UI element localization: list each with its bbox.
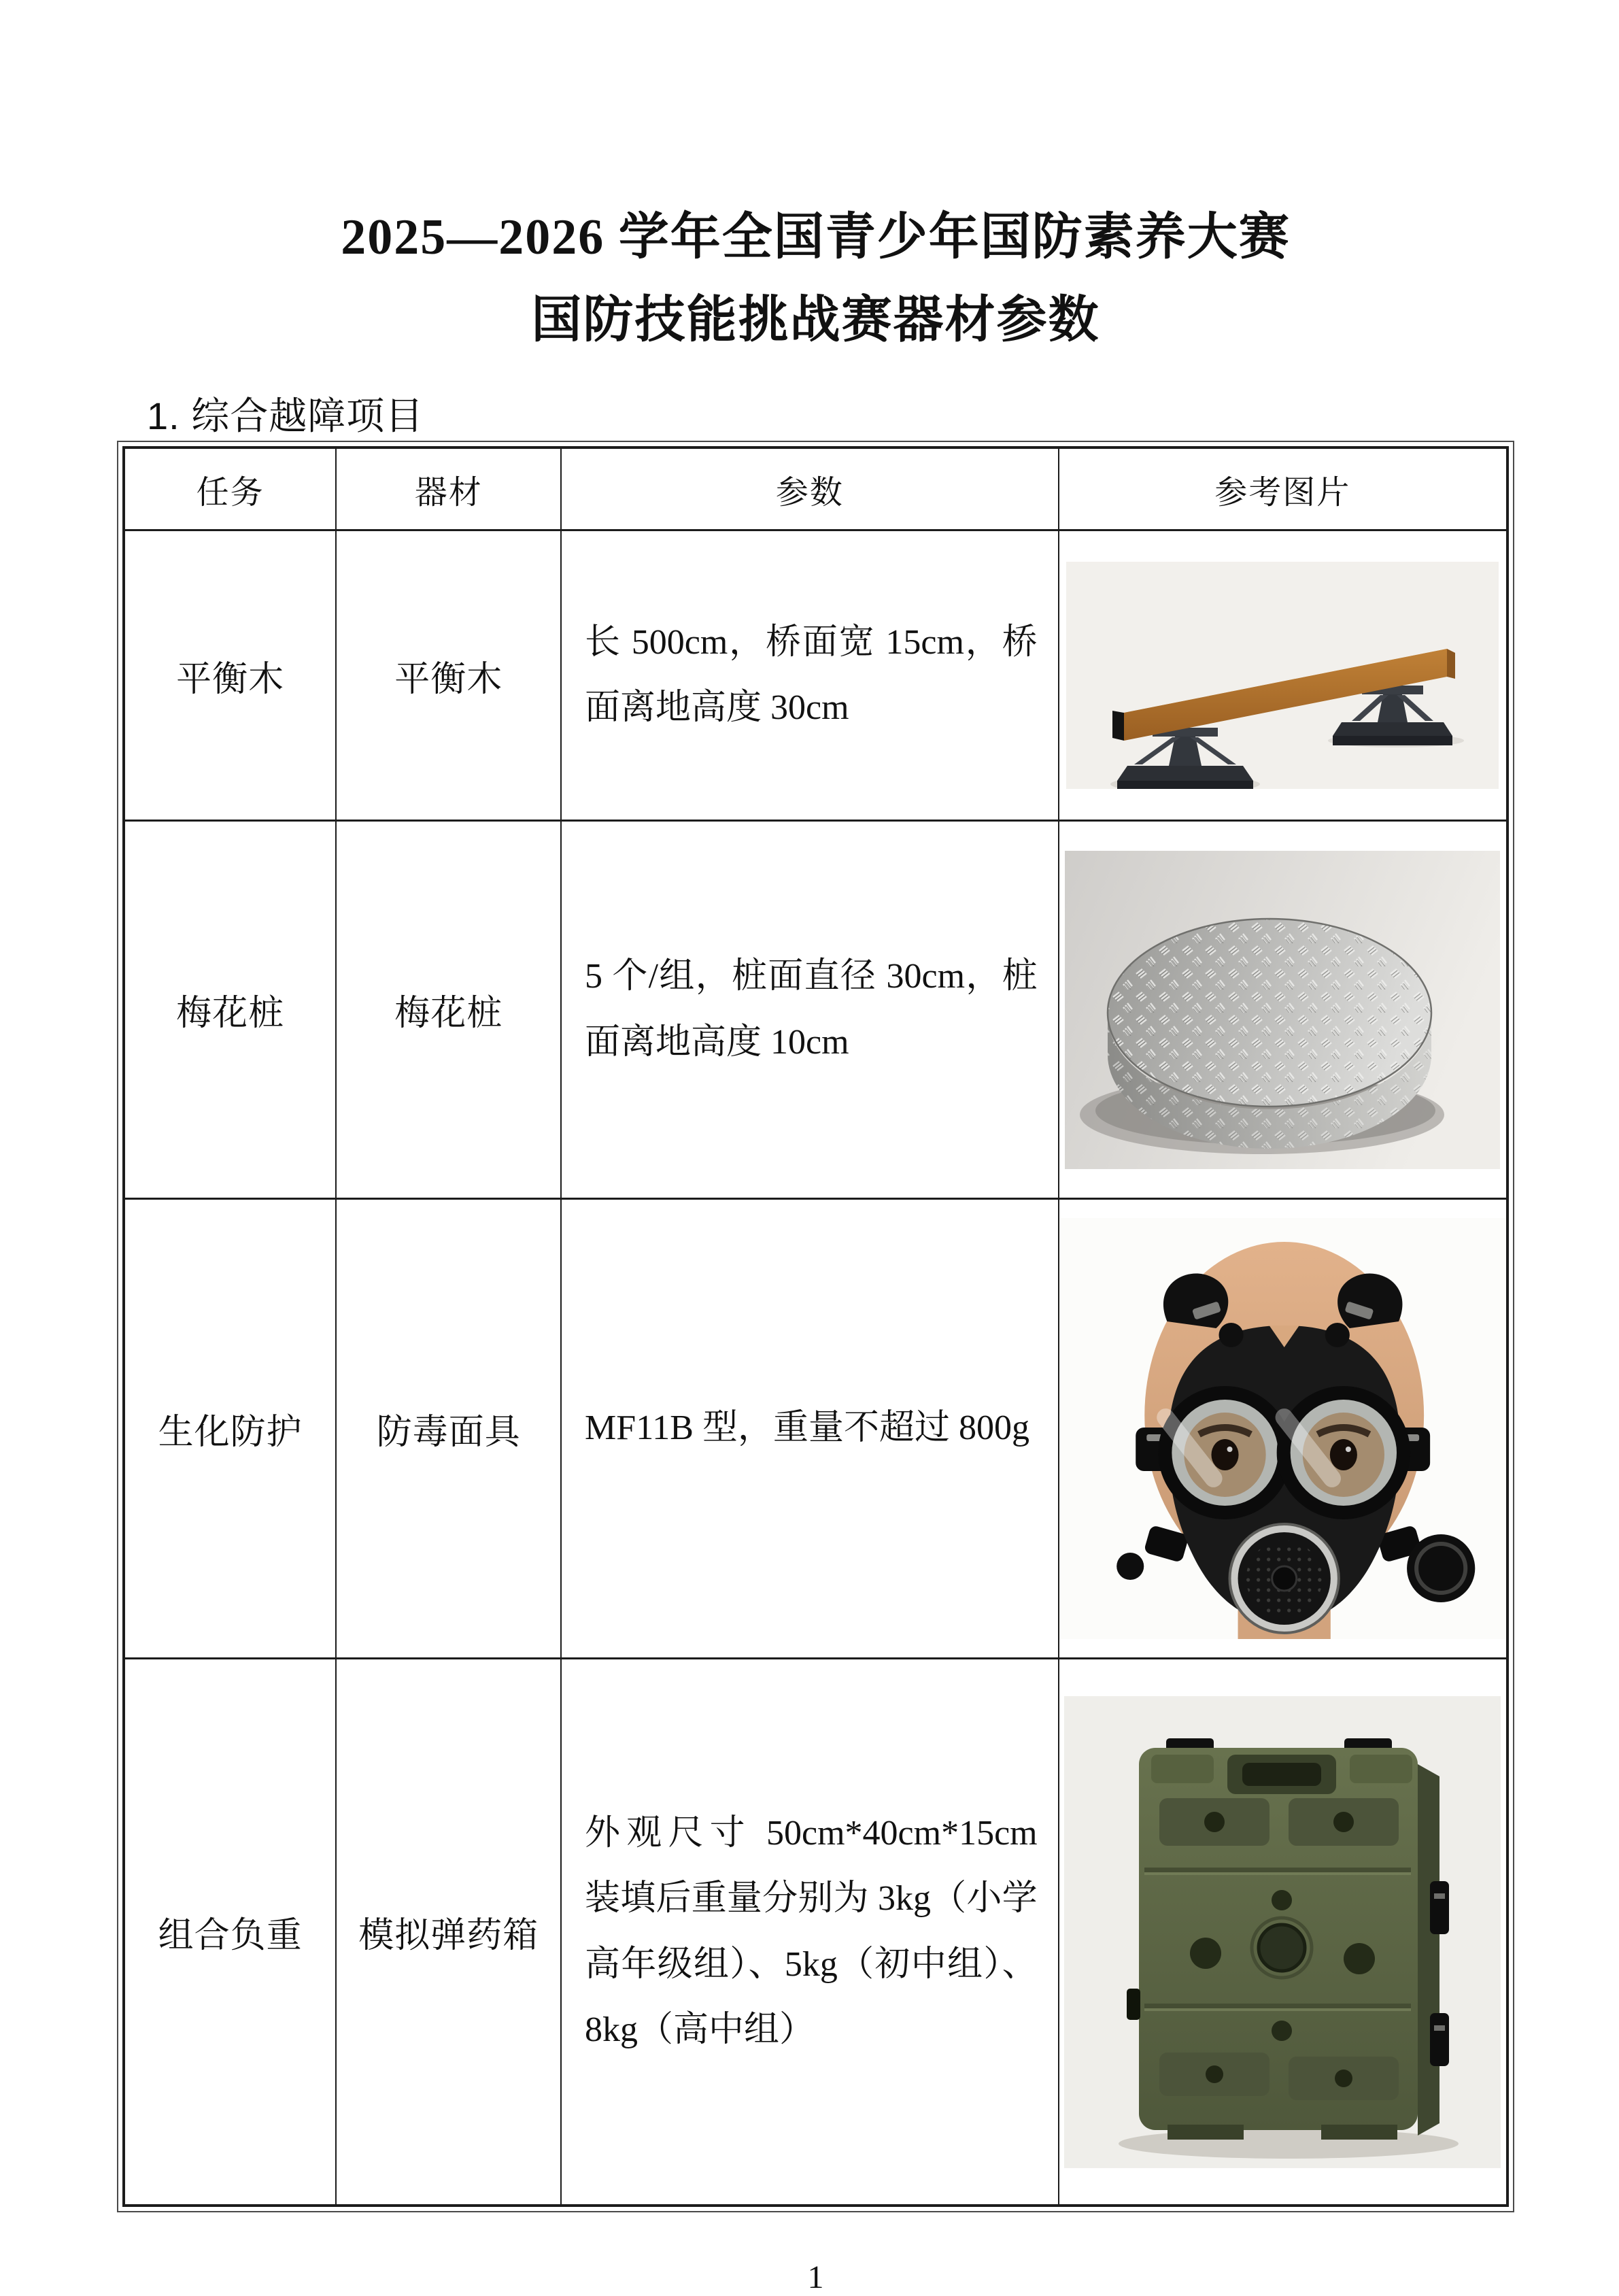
table-row <box>124 821 1507 1199</box>
header-task: 任务 <box>124 448 336 530</box>
params-cell: MF11B 型，重量不超过 800g <box>561 1199 1059 1659</box>
equipment-table <box>122 446 1509 2207</box>
task-cell: 平衡木 <box>124 530 336 821</box>
params-cell: 长 500cm，桥面宽 15cm，桥面离地高度 30cm <box>561 530 1059 821</box>
balance-beam-photo <box>1066 562 1499 789</box>
task-cell: 梅花桩 <box>124 821 336 1199</box>
table-row <box>124 1199 1507 1659</box>
ammo-box-photo <box>1064 1696 1501 2168</box>
plum-blossom-pile-photo <box>1065 851 1500 1169</box>
gas-mask-photo <box>1059 1218 1506 1639</box>
header-equipment: 器材 <box>336 448 561 530</box>
page-number: 1 <box>807 2259 824 2295</box>
reference-image-cell <box>1059 1659 1507 2206</box>
doc-title-line2: 国防技能挑战赛器材参数 <box>531 292 1100 348</box>
reference-image-cell <box>1059 1199 1507 1659</box>
params-cell: 5 个/组，桩面直径 30cm，桩面离地高度 10cm <box>561 821 1059 1199</box>
table-row <box>124 530 1507 821</box>
doc-title-line1: 2025—2026 学年全国青少年国防素养大赛 <box>341 209 1291 265</box>
equipment-cell: 防毒面具 <box>336 1199 561 1659</box>
header-params: 参数 <box>561 448 1059 530</box>
params-cell: 外观尺寸 50cm*40cm*15cm 装填后重量分别为 3kg（小学高年级组）、5kg（初中组）、8kg（高中组） <box>561 1659 1059 2206</box>
task-cell: 生化防护 <box>124 1199 336 1659</box>
equipment-cell: 梅花桩 <box>336 821 561 1199</box>
equipment-cell: 模拟弹药箱 <box>336 1659 561 2206</box>
reference-image-cell <box>1059 821 1507 1199</box>
table-header-row <box>124 448 1507 530</box>
reference-image-cell <box>1059 530 1507 821</box>
equipment-cell: 平衡木 <box>336 530 561 821</box>
task-cell: 组合负重 <box>124 1659 336 2206</box>
header-reference-image: 参考图片 <box>1059 448 1507 530</box>
table-row <box>124 1659 1507 2206</box>
section-heading: 1. 综合越障项目 <box>147 394 424 437</box>
